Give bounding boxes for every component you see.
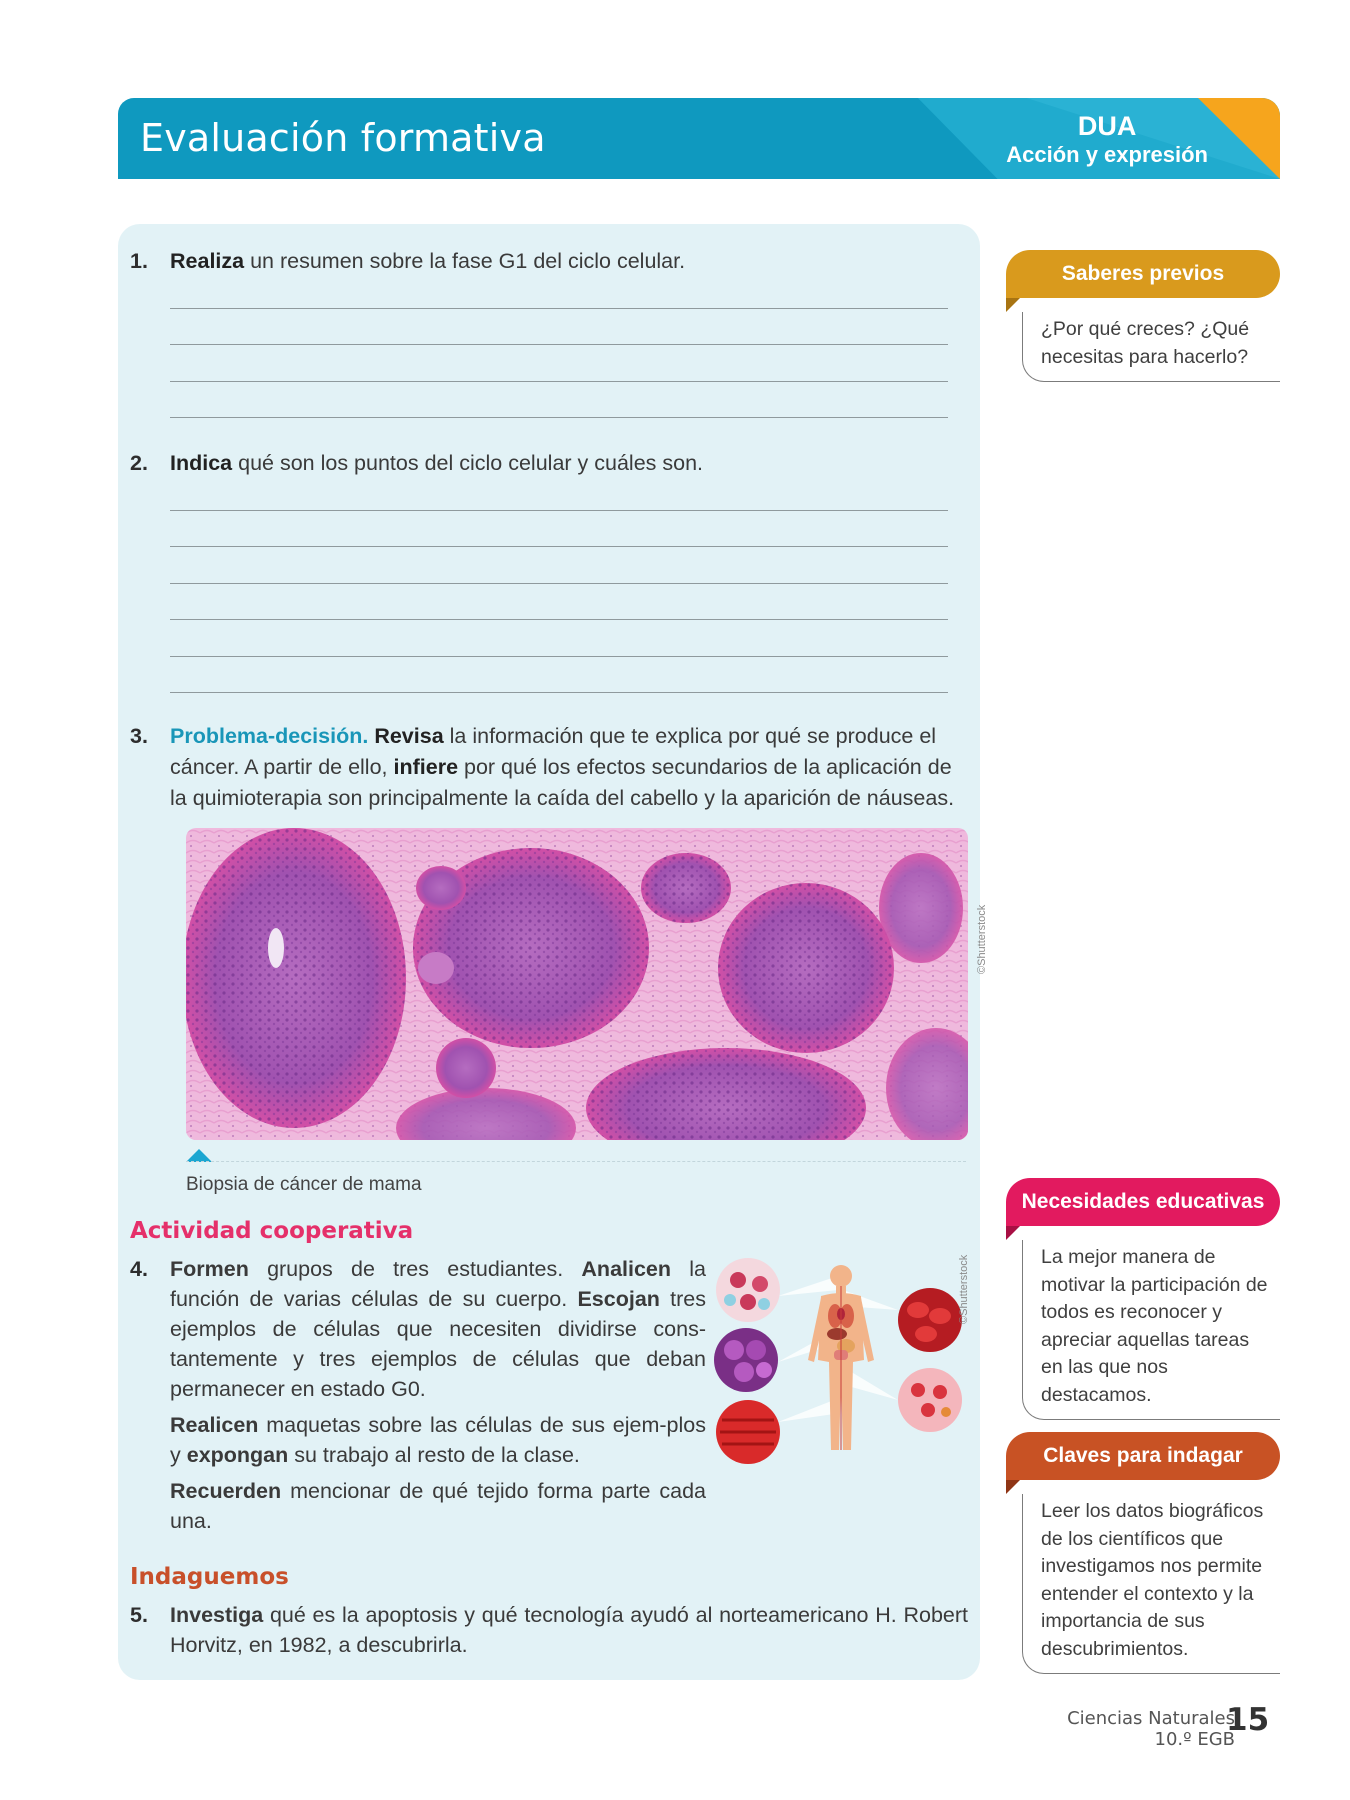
answer-lines-2[interactable] [170, 474, 948, 693]
saberes-previos-tag: Saberes previos [1006, 250, 1280, 298]
page-title: Evaluación formativa [140, 116, 546, 160]
sidebar-necesidades-educativas [1006, 1178, 1280, 1420]
question-text: maquetas sobre las células de sus ejem-plos y [170, 1413, 706, 1467]
page-number: 15 [1226, 1702, 1270, 1738]
activities-panel [118, 224, 988, 1680]
dua-label [1006, 112, 1208, 170]
question-number: 5. [130, 1603, 148, 1627]
question-text: mencionar de qué tejido forma parte cada una. [170, 1479, 706, 1533]
answer-lines-1[interactable] [170, 272, 948, 418]
question-text: su trabajo al resto de la clase. [288, 1443, 580, 1467]
image-credit: ©Shutterstock [976, 904, 988, 974]
question-verb: Revisa [374, 724, 444, 748]
question-text: la información que te explica por qué se produce el cáncer. A partir de ello, [170, 724, 937, 779]
image-caption: Biopsia de cáncer de mama [186, 1174, 422, 1195]
question-verb: Formen [170, 1257, 249, 1281]
question-verb: expongan [186, 1443, 289, 1467]
dua-title: DUA [1077, 111, 1137, 141]
question-3 [130, 721, 962, 814]
question-verb: Analicen [581, 1257, 672, 1281]
question-number: 4. [130, 1257, 148, 1281]
section-indaguemos: Indaguemos [130, 1564, 289, 1590]
caption-divider [186, 1161, 966, 1162]
question-text: grupos de tres estudiantes. [248, 1257, 582, 1281]
question-text: qué es la apoptosis y qué tecnología ayudó al norteamericano H. Robert Horvitz, en 1982, a descubrirla. [170, 1603, 968, 1657]
problem-decision-label: Problema-decisión. [170, 724, 369, 748]
sidebar-saberes-previos [1006, 250, 1280, 382]
question-text: qué son los puntos del ciclo celular y cuáles son. [232, 451, 704, 475]
footer-grade: 10.º EGB [1154, 1729, 1235, 1750]
question-text: la función de varias células de su cuerpo. [170, 1257, 706, 1311]
question-text: un resumen sobre la fase G1 del ciclo celular. [244, 249, 686, 273]
saberes-previos-text: ¿Por qué creces? ¿Qué necesitas para hacerlo? [1022, 312, 1280, 382]
question-number: 2. [130, 451, 148, 475]
biopsy-micrograph [186, 828, 968, 1140]
question-4 [130, 1254, 706, 1542]
biopsy-image [186, 828, 968, 1140]
claves-para-indagar-tag: Claves para indagar [1006, 1432, 1280, 1480]
human-body-cells-icon [708, 1250, 970, 1510]
necesidades-educativas-text: La mejor manera de motivar la participación de todos es reconocer y apreciar aquellas tareas en las que nos destacamos. [1022, 1240, 1280, 1420]
necesidades-educativas-tag: Necesidades educativas [1006, 1178, 1280, 1226]
sidebar-claves-para-indagar [1006, 1432, 1280, 1674]
question-number: 3. [130, 724, 148, 748]
question-text: tres ejemplos de células que necesiten dividirse cons-tantemente y tres ejemplos de células que deban permanecer en estado G0. [170, 1287, 706, 1401]
question-verb: Indica [170, 451, 233, 475]
footer-subject: Ciencias Naturales [1067, 1708, 1235, 1729]
question-verb: Recuerden [170, 1479, 282, 1503]
question-number: 1. [130, 249, 148, 273]
question-verb: Investiga [170, 1603, 264, 1627]
page-footer [1067, 1708, 1235, 1750]
dua-subtitle: Acción y expresión [1006, 142, 1208, 167]
question-verb: Realiza [170, 249, 245, 273]
page-header [118, 98, 1280, 179]
cells-credit: ©Shutterstock [958, 1254, 970, 1324]
question-verb: Realicen [170, 1413, 259, 1437]
question-verb: infiere [393, 755, 459, 779]
claves-para-indagar-text: Leer los datos biográficos de los científicos que investigamos nos permite entender el contexto y la importancia de sus descubrimientos. [1022, 1494, 1280, 1674]
section-cooperativa: Actividad cooperativa [130, 1218, 414, 1244]
body-cells-illustration [708, 1250, 970, 1510]
question-5 [130, 1600, 968, 1660]
question-verb: Escojan [577, 1287, 660, 1311]
question-text: por qué los efectos secundarios de la aplicación de la quimioterapia son principalmente la caída del cabello y la aparición de náuseas. [170, 755, 955, 810]
